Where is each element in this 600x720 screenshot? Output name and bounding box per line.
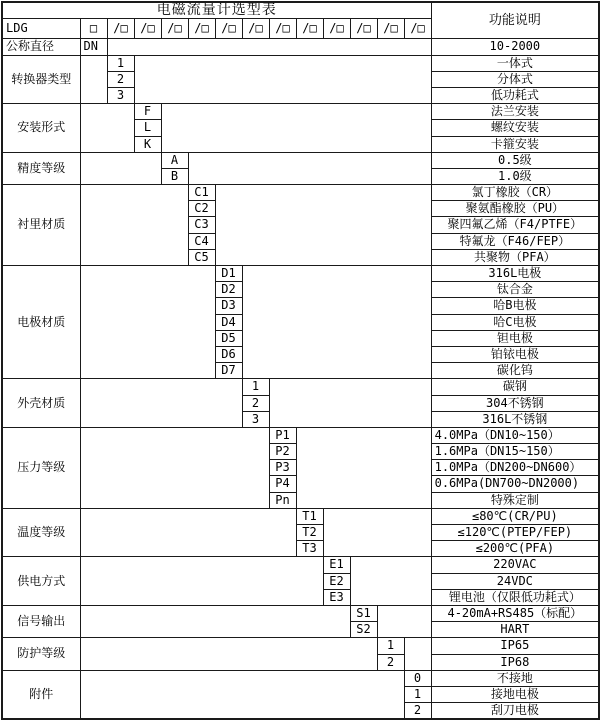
desc-cell: 分体式 [431, 71, 599, 87]
empty-cell [215, 185, 431, 266]
empty-cell [80, 670, 404, 719]
code-cell: D4 [215, 314, 242, 330]
desc-cell: HART [431, 622, 599, 638]
empty-cell [80, 185, 188, 266]
desc-cell: 聚氨酯橡胶（PU） [431, 201, 599, 217]
group-label: 公称直径 [2, 39, 80, 55]
empty-cell [80, 379, 242, 428]
desc-cell: 铂铱电极 [431, 346, 599, 362]
model-code-box: /□ [377, 19, 404, 39]
desc-cell: 螺纹安装 [431, 120, 599, 136]
desc-cell: 220VAC [431, 557, 599, 573]
desc-cell: 0.5级 [431, 152, 599, 168]
group-label: 信号输出 [2, 605, 80, 637]
empty-cell [80, 104, 134, 153]
group-label: 温度等级 [2, 508, 80, 557]
group-label: 精度等级 [2, 152, 80, 184]
desc-cell: 304不锈钢 [431, 395, 599, 411]
desc-cell: 碳化钨 [431, 363, 599, 379]
desc-cell: 聚四氟乙烯（F4/PTFE） [431, 217, 599, 233]
empty-cell [323, 508, 431, 557]
code-cell: 1 [377, 638, 404, 654]
code-cell: D3 [215, 298, 242, 314]
empty-cell [80, 266, 215, 379]
table-row [2, 508, 599, 524]
empty-cell [242, 266, 431, 379]
desc-cell: 特殊定制 [431, 492, 599, 508]
table-row [2, 638, 599, 654]
desc-cell: 316L不锈钢 [431, 411, 599, 427]
code-cell: P2 [269, 444, 296, 460]
code-cell: 1 [242, 379, 269, 395]
code-cell: C5 [188, 249, 215, 265]
desc-cell: 卡箍安装 [431, 136, 599, 152]
table-row [2, 557, 599, 573]
desc-cell: 不接地 [431, 670, 599, 686]
desc-cell: 锂电池（仅限低功耗式） [431, 589, 599, 605]
code-cell: 1 [404, 686, 431, 702]
group-label: 外壳材质 [2, 379, 80, 428]
model-code-box: /□ [404, 19, 431, 39]
model-code-box: /□ [107, 19, 134, 39]
model-code-box: /□ [296, 19, 323, 39]
code-cell: 2 [242, 395, 269, 411]
table-row [2, 152, 599, 168]
table-row [2, 39, 599, 55]
code-cell: K [134, 136, 161, 152]
desc-cell: 特氟龙（F46/FEP） [431, 233, 599, 249]
desc-cell: ≤120℃(PTEP/FEP) [431, 525, 599, 541]
code-cell: B [161, 168, 188, 184]
model-code-box: /□ [350, 19, 377, 39]
model-code-box: /□ [323, 19, 350, 39]
code-cell: D1 [215, 266, 242, 282]
code-cell: F [134, 104, 161, 120]
model-code-box: /□ [242, 19, 269, 39]
desc-cell: 法兰安装 [431, 104, 599, 120]
desc-cell: ≤80℃(CR/PU) [431, 508, 599, 524]
desc-cell: 1.0MPa（DN200~DN600） [431, 460, 599, 476]
code-cell: P4 [269, 476, 296, 492]
empty-cell [80, 508, 296, 557]
code-cell: DN [80, 39, 107, 55]
group-label: 压力等级 [2, 427, 80, 508]
empty-cell [80, 557, 323, 606]
table-title: 电磁流量计选型表 [2, 2, 431, 19]
model-code-box: /□ [215, 19, 242, 39]
empty-cell [134, 55, 431, 104]
code-cell: C4 [188, 233, 215, 249]
code-cell: P3 [269, 460, 296, 476]
empty-cell [296, 427, 431, 508]
code-cell: A [161, 152, 188, 168]
code-cell: E2 [323, 573, 350, 589]
code-cell: S1 [350, 605, 377, 621]
desc-cell: 哈B电极 [431, 298, 599, 314]
desc-cell: IP68 [431, 654, 599, 670]
code-cell: P1 [269, 427, 296, 443]
table-row [2, 266, 599, 282]
group-label: 电极材质 [2, 266, 80, 379]
desc-cell: 10-2000 [431, 39, 599, 55]
desc-cell: 碳钢 [431, 379, 599, 395]
desc-cell: 低功耗式 [431, 87, 599, 103]
desc-cell: 1.0级 [431, 168, 599, 184]
empty-cell [80, 427, 269, 508]
code-cell: T2 [296, 525, 323, 541]
code-cell: E1 [323, 557, 350, 573]
table-row [2, 104, 599, 120]
empty-cell [161, 104, 431, 153]
code-cell: 2 [404, 703, 431, 719]
empty-cell [269, 379, 431, 428]
model-code-box: /□ [161, 19, 188, 39]
desc-cell: 接地电极 [431, 686, 599, 702]
empty-cell [404, 638, 431, 670]
model-prefix: LDG [2, 19, 80, 39]
desc-cell: 哈C电极 [431, 314, 599, 330]
model-code-box: /□ [188, 19, 215, 39]
code-cell: D6 [215, 346, 242, 362]
code-cell: C3 [188, 217, 215, 233]
code-cell: C1 [188, 185, 215, 201]
model-code-box: /□ [134, 19, 161, 39]
table-row [2, 379, 599, 395]
desc-header: 功能说明 [431, 2, 599, 39]
code-cell: D5 [215, 330, 242, 346]
code-cell: 2 [107, 71, 134, 87]
table-row [2, 55, 599, 71]
code-cell: 3 [242, 411, 269, 427]
desc-cell: 4-20mA+RS485（标配） [431, 605, 599, 621]
desc-cell: 氯丁橡胶（CR） [431, 185, 599, 201]
code-cell: 0 [404, 670, 431, 686]
table-row [2, 605, 599, 621]
code-cell: E3 [323, 589, 350, 605]
group-label: 供电方式 [2, 557, 80, 606]
group-label: 安装形式 [2, 104, 80, 153]
desc-cell: 0.6MPa(DN700~DN2000) [431, 476, 599, 492]
group-label: 衬里材质 [2, 185, 80, 266]
group-label: 附件 [2, 670, 80, 719]
desc-cell: 钽电极 [431, 330, 599, 346]
table-row [2, 427, 599, 443]
empty-cell [188, 152, 431, 184]
desc-cell: 1.6MPa（DN15~150） [431, 444, 599, 460]
model-code-box: □ [80, 19, 107, 39]
empty-cell [107, 39, 431, 55]
desc-cell: 一体式 [431, 55, 599, 71]
code-cell: C2 [188, 201, 215, 217]
empty-cell [80, 638, 377, 670]
code-cell: T1 [296, 508, 323, 524]
code-cell: T3 [296, 541, 323, 557]
group-label: 防护等级 [2, 638, 80, 670]
empty-cell [80, 152, 161, 184]
empty-cell [80, 605, 350, 637]
code-cell: S2 [350, 622, 377, 638]
desc-cell: 316L电极 [431, 266, 599, 282]
code-cell: D2 [215, 282, 242, 298]
code-cell: Pn [269, 492, 296, 508]
code-cell: 2 [377, 654, 404, 670]
desc-cell: 24VDC [431, 573, 599, 589]
model-code-box: /□ [269, 19, 296, 39]
desc-cell: 共聚物（PFA） [431, 249, 599, 265]
code-cell: D7 [215, 363, 242, 379]
group-label: 转换器类型 [2, 55, 80, 104]
table-row [2, 185, 599, 201]
desc-cell: 刮刀电极 [431, 703, 599, 719]
empty-cell [80, 55, 107, 104]
desc-cell: ≤200℃(PFA) [431, 541, 599, 557]
desc-cell: IP65 [431, 638, 599, 654]
desc-cell: 4.0MPa（DN10~150） [431, 427, 599, 443]
empty-cell [377, 605, 431, 637]
empty-cell [350, 557, 431, 606]
code-cell: L [134, 120, 161, 136]
code-cell: 1 [107, 55, 134, 71]
desc-cell: 钛合金 [431, 282, 599, 298]
table-row [2, 670, 599, 686]
selection-table [1, 1, 600, 720]
code-cell: 3 [107, 87, 134, 103]
